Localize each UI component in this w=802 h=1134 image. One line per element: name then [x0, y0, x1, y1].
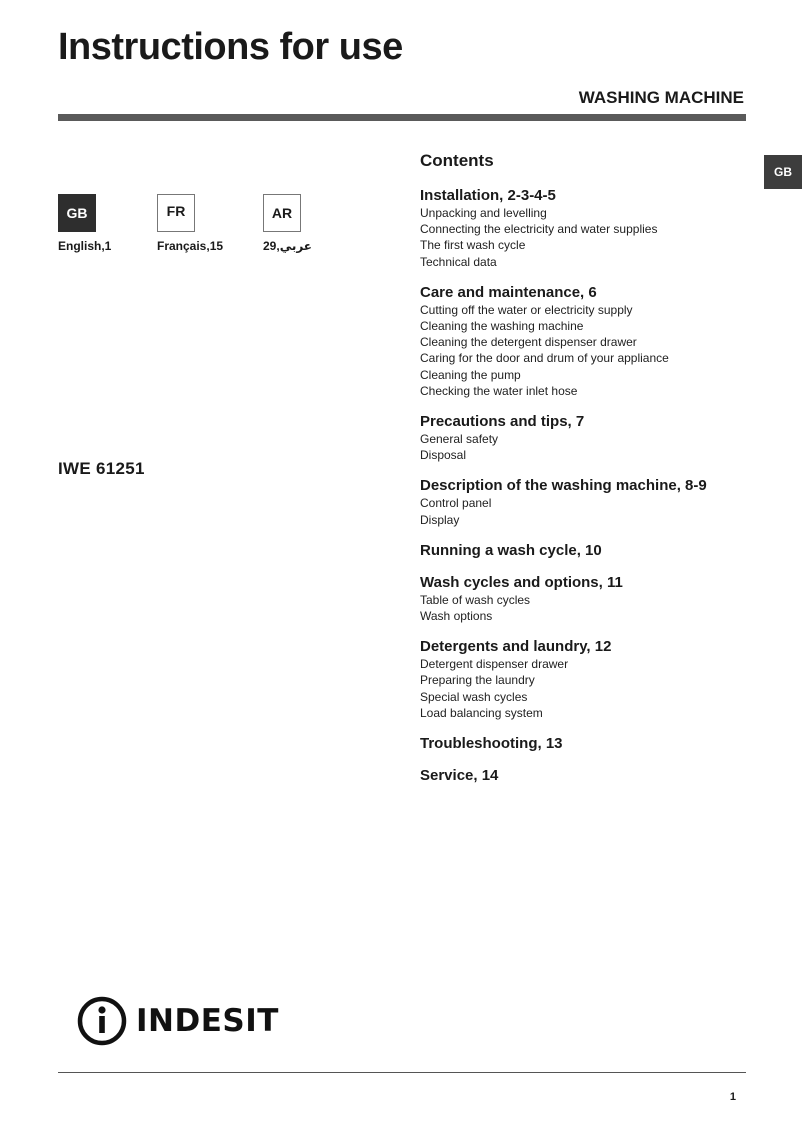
- section-title[interactable]: Service, 14: [420, 767, 499, 785]
- contents-sections: [420, 186, 760, 785]
- section-item[interactable]: Preparing the laundry: [420, 673, 535, 688]
- contents-section: [420, 573, 760, 624]
- section-title[interactable]: Wash cycles and options, 11: [420, 573, 623, 591]
- language-code-box: GB: [58, 194, 96, 232]
- contents-section: [420, 541, 760, 560]
- contents-section: [420, 283, 760, 399]
- section-title[interactable]: Detergents and laundry, 12: [420, 638, 612, 656]
- section-item[interactable]: Technical data: [420, 254, 497, 269]
- section-item[interactable]: Cutting off the water or electricity supply: [420, 302, 633, 317]
- section-item[interactable]: Cleaning the pump: [420, 367, 521, 382]
- section-item[interactable]: Wash options: [420, 609, 493, 624]
- brand-logo: [76, 995, 279, 1047]
- model-number: IWE 61251: [58, 459, 145, 478]
- section-title[interactable]: Precautions and tips, 7: [420, 413, 585, 431]
- section-title[interactable]: Troubleshooting, 13: [420, 735, 563, 753]
- section-title[interactable]: Care and maintenance, 6: [420, 283, 597, 301]
- language-label: Français,15: [157, 239, 224, 253]
- section-item[interactable]: The first wash cycle: [420, 238, 526, 253]
- contents-section: [420, 476, 760, 527]
- brand-name: INDESIT: [136, 1003, 279, 1039]
- contents-section: [420, 734, 760, 753]
- section-item[interactable]: Unpacking and levelling: [420, 206, 547, 220]
- contents-section: [420, 412, 760, 463]
- language-label: English,1: [58, 239, 112, 253]
- contents-heading: Contents: [420, 151, 494, 170]
- page-number: 1: [729, 1091, 736, 1103]
- section-item[interactable]: Load balancing system: [420, 705, 543, 720]
- section-item[interactable]: Display: [420, 512, 460, 527]
- section-item[interactable]: Detergent dispenser drawer: [420, 657, 569, 672]
- section-item[interactable]: Cleaning the washing machine: [420, 319, 584, 334]
- language-label: عربي,29: [263, 239, 313, 253]
- language-side-tab: GB: [764, 155, 802, 189]
- footer-divider: [58, 1072, 746, 1073]
- section-item[interactable]: Table of wash cycles: [420, 592, 531, 607]
- table-of-contents: [420, 150, 760, 798]
- section-item[interactable]: Special wash cycles: [420, 689, 528, 704]
- language-gb[interactable]: [58, 194, 168, 253]
- section-item[interactable]: Checking the water inlet hose: [420, 383, 578, 398]
- section-item[interactable]: Caring for the door and drum of your appliance: [420, 351, 669, 366]
- page-title: Instructions for use: [58, 26, 403, 68]
- section-item[interactable]: Cleaning the detergent dispenser drawer: [420, 335, 637, 350]
- language-code-box: AR: [263, 194, 301, 232]
- product-category: WASHING MACHINE: [578, 88, 744, 107]
- contents-section: [420, 637, 760, 721]
- header-divider: [58, 114, 746, 121]
- indesit-logo-icon: [76, 995, 128, 1047]
- section-title[interactable]: Installation, 2-3-4-5: [420, 187, 556, 204]
- contents-section: [420, 766, 760, 785]
- section-title[interactable]: Description of the washing machine, 8-9: [420, 477, 707, 495]
- language-fr[interactable]: [157, 194, 267, 253]
- section-item[interactable]: General safety: [420, 432, 499, 447]
- language-code-box: FR: [157, 194, 195, 232]
- language-ar[interactable]: [263, 194, 373, 253]
- contents-section: [420, 186, 760, 270]
- section-item[interactable]: Control panel: [420, 496, 492, 511]
- section-item[interactable]: Connecting the electricity and water supplies: [420, 222, 658, 237]
- section-item[interactable]: Disposal: [420, 448, 467, 463]
- section-title[interactable]: Running a wash cycle, 10: [420, 541, 602, 559]
